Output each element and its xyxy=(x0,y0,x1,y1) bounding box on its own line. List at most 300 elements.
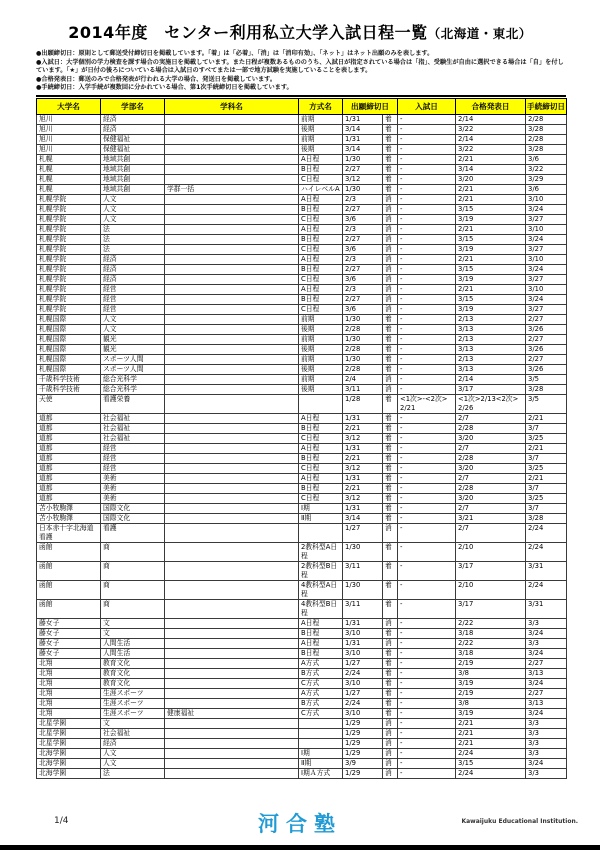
cell-mark: 着 xyxy=(383,562,398,581)
cell-faculty: 経営 xyxy=(101,305,165,315)
cell-department xyxy=(165,769,299,779)
cell-faculty: 社会福祉 xyxy=(101,729,165,739)
cell-faculty: 人文 xyxy=(101,215,165,225)
cell-faculty: 人文 xyxy=(101,325,165,335)
cell-exam: - xyxy=(398,600,456,619)
cell-deadline: 1/31 xyxy=(343,504,383,514)
table-row xyxy=(37,749,567,759)
table-row xyxy=(37,562,567,581)
cell-announce: 3/13 xyxy=(456,325,526,335)
cell-faculty: 人文 xyxy=(101,749,165,759)
schedule-table-body xyxy=(37,115,567,779)
cell-mark: 着 xyxy=(383,629,398,639)
cell-exam: - xyxy=(398,285,456,295)
cell-faculty: 観光 xyxy=(101,345,165,355)
cell-announce: 2/7 xyxy=(456,524,526,543)
cell-department xyxy=(165,659,299,669)
cell-method: A日程 xyxy=(299,225,343,235)
cell-department xyxy=(165,749,299,759)
cell-exam: <1次>-<2次>2/21 xyxy=(398,395,456,414)
cell-mark: 着 xyxy=(383,543,398,562)
cell-mark: 消 xyxy=(383,205,398,215)
cell-department xyxy=(165,335,299,345)
cell-university: 北翔 xyxy=(37,669,101,679)
table-row xyxy=(37,165,567,175)
cell-deadline: 2/27 xyxy=(343,235,383,245)
cell-procedure: 3/26 xyxy=(526,325,567,335)
cell-announce: 3/15 xyxy=(456,265,526,275)
cell-procedure: 3/27 xyxy=(526,275,567,285)
cell-announce: 2/28 xyxy=(456,454,526,464)
cell-method: A日程 xyxy=(299,639,343,649)
cell-procedure: 2/27 xyxy=(526,659,567,669)
cell-deadline: 3/11 xyxy=(343,562,383,581)
table-row xyxy=(37,345,567,355)
cell-announce: 2/13 xyxy=(456,335,526,345)
cell-procedure: 3/24 xyxy=(526,679,567,689)
cell-deadline: 3/10 xyxy=(343,679,383,689)
cell-mark: 着 xyxy=(383,474,398,484)
table-row xyxy=(37,225,567,235)
note-procedure-deadline: ●手続締切日：入学手続が複数回に分かれている場合、第1次手続締切日を掲載しています。 xyxy=(36,84,293,92)
cell-method: A日程 xyxy=(299,414,343,424)
cell-university: 札幌学院 xyxy=(37,215,101,225)
cell-department xyxy=(165,581,299,600)
cell-university: 札幌学院 xyxy=(37,255,101,265)
cell-procedure: 3/28 xyxy=(526,145,567,155)
cell-mark: 着 xyxy=(383,175,398,185)
exam-schedule-table xyxy=(36,98,567,779)
cell-announce: 3/15 xyxy=(456,295,526,305)
cell-method: B日程 xyxy=(299,649,343,659)
cell-deadline: 3/12 xyxy=(343,464,383,474)
cell-department xyxy=(165,689,299,699)
cell-deadline: 3/6 xyxy=(343,215,383,225)
cell-exam: - xyxy=(398,659,456,669)
table-row xyxy=(37,464,567,474)
cell-method: 後期 xyxy=(299,125,343,135)
cell-mark: 消 xyxy=(383,759,398,769)
cell-exam: - xyxy=(398,679,456,689)
table-row xyxy=(37,729,567,739)
cell-university: 旭川 xyxy=(37,115,101,125)
cell-mark: 消 xyxy=(383,375,398,385)
cell-deadline: 2/21 xyxy=(343,484,383,494)
cell-faculty: 商 xyxy=(101,543,165,562)
cell-exam: - xyxy=(398,225,456,235)
cell-deadline: 1/29 xyxy=(343,739,383,749)
cell-faculty: 文 xyxy=(101,619,165,629)
table-row xyxy=(37,739,567,749)
table-row xyxy=(37,514,567,524)
cell-department xyxy=(165,444,299,454)
table-row xyxy=(37,474,567,484)
cell-announce: 2/10 xyxy=(456,543,526,562)
cell-procedure: 3/24 xyxy=(526,649,567,659)
cell-exam: - xyxy=(398,345,456,355)
cell-university: 函館 xyxy=(37,600,101,619)
cell-university: 函館 xyxy=(37,581,101,600)
cell-exam: - xyxy=(398,365,456,375)
cell-method: Ⅰ期 xyxy=(299,749,343,759)
header-university: 大学名 xyxy=(37,99,101,115)
cell-procedure: 3/28 xyxy=(526,514,567,524)
cell-announce: 2/21 xyxy=(456,255,526,265)
cell-mark: 着 xyxy=(383,494,398,504)
cell-procedure: 2/27 xyxy=(526,335,567,345)
cell-university: 旭川 xyxy=(37,135,101,145)
cell-deadline: 1/27 xyxy=(343,689,383,699)
cell-announce: 3/8 xyxy=(456,669,526,679)
cell-mark: 着 xyxy=(383,504,398,514)
cell-deadline: 2/21 xyxy=(343,454,383,464)
cell-announce: 2/7 xyxy=(456,444,526,454)
cell-method: 前期 xyxy=(299,355,343,365)
cell-procedure: 2/27 xyxy=(526,315,567,325)
cell-mark: 消 xyxy=(383,275,398,285)
cell-method: B日程 xyxy=(299,484,343,494)
cell-method: 前期 xyxy=(299,375,343,385)
cell-university: 札幌国際 xyxy=(37,335,101,345)
cell-announce: 2/22 xyxy=(456,619,526,629)
cell-department xyxy=(165,619,299,629)
cell-mark: 着 xyxy=(383,581,398,600)
header-department: 学科名 xyxy=(165,99,299,115)
cell-method: Ⅱ期 xyxy=(299,514,343,524)
cell-exam: - xyxy=(398,255,456,265)
cell-exam: - xyxy=(398,514,456,524)
cell-deadline: 1/29 xyxy=(343,749,383,759)
cell-faculty: 地域共創 xyxy=(101,175,165,185)
cell-method: A方式 xyxy=(299,689,343,699)
cell-deadline: 1/30 xyxy=(343,185,383,195)
cell-announce: 2/19 xyxy=(456,659,526,669)
cell-method xyxy=(299,719,343,729)
cell-department xyxy=(165,265,299,275)
cell-mark: 消 xyxy=(383,729,398,739)
cell-faculty: 人文 xyxy=(101,195,165,205)
kawaijuku-logo: 河合塾 xyxy=(258,812,342,836)
cell-mark: 着 xyxy=(383,679,398,689)
cell-method: A日程 xyxy=(299,255,343,265)
cell-mark: 着 xyxy=(383,484,398,494)
cell-procedure: 3/3 xyxy=(526,639,567,649)
cell-procedure: 3/26 xyxy=(526,345,567,355)
cell-procedure: 3/10 xyxy=(526,225,567,235)
cell-announce: 3/19 xyxy=(456,305,526,315)
cell-faculty: 社会福祉 xyxy=(101,414,165,424)
cell-department xyxy=(165,414,299,424)
cell-department xyxy=(165,504,299,514)
cell-deadline: 2/27 xyxy=(343,165,383,175)
table-row xyxy=(37,125,567,135)
cell-faculty: 総合光科学 xyxy=(101,375,165,385)
cell-procedure: 3/29 xyxy=(526,175,567,185)
note-exam-date: ●入試日：大学個別の学力検査を課す場合の実施日を掲載しています。また日程が複数あるもののうち、入試日が指定されている場合は「指」、受験生が自由に選択できる場合は「自」を付しています。「★」が日付の後ろについている場合は入試日のすべてまたは一部で地方試験を実施していることを表します。 xyxy=(36,58,564,74)
cell-deadline: 1/30 xyxy=(343,543,383,562)
cell-faculty: 経済 xyxy=(101,739,165,749)
table-row xyxy=(37,484,567,494)
cell-method: A日程 xyxy=(299,155,343,165)
cell-procedure: 3/22 xyxy=(526,165,567,175)
cell-department xyxy=(165,464,299,474)
cell-department xyxy=(165,215,299,225)
table-row xyxy=(37,649,567,659)
cell-method: 4教科型A日程 xyxy=(299,581,343,600)
cell-faculty: 生涯スポーツ xyxy=(101,689,165,699)
cell-faculty: 生涯スポーツ xyxy=(101,709,165,719)
cell-university: 函館 xyxy=(37,543,101,562)
cell-procedure: 3/26 xyxy=(526,365,567,375)
cell-deadline: 3/6 xyxy=(343,245,383,255)
cell-announce: 3/19 xyxy=(456,215,526,225)
cell-university: 日本赤十字北海道看護 xyxy=(37,524,101,543)
cell-deadline: 3/11 xyxy=(343,600,383,619)
cell-department xyxy=(165,385,299,395)
cell-exam: - xyxy=(398,649,456,659)
cell-deadline: 1/31 xyxy=(343,639,383,649)
table-row xyxy=(37,175,567,185)
cell-faculty: 美術 xyxy=(101,494,165,504)
cell-exam: - xyxy=(398,215,456,225)
cell-exam: - xyxy=(398,474,456,484)
cell-deadline: 1/31 xyxy=(343,135,383,145)
cell-mark: 着 xyxy=(383,699,398,709)
cell-deadline: 1/30 xyxy=(343,581,383,600)
cell-faculty: 経営 xyxy=(101,464,165,474)
cell-faculty: 社会福祉 xyxy=(101,424,165,434)
cell-faculty: 経済 xyxy=(101,265,165,275)
cell-announce: 3/14 xyxy=(456,165,526,175)
cell-department xyxy=(165,365,299,375)
cell-department xyxy=(165,345,299,355)
cell-deadline: 1/31 xyxy=(343,619,383,629)
cell-faculty: 法 xyxy=(101,235,165,245)
cell-university: 道都 xyxy=(37,494,101,504)
cell-announce: 3/19 xyxy=(456,679,526,689)
cell-exam: - xyxy=(398,385,456,395)
cell-faculty: 経営 xyxy=(101,295,165,305)
cell-exam: - xyxy=(398,145,456,155)
cell-method: 2教科型A日程 xyxy=(299,543,343,562)
cell-department xyxy=(165,494,299,504)
cell-announce: 3/17 xyxy=(456,562,526,581)
cell-deadline: 1/30 xyxy=(343,355,383,365)
table-row xyxy=(37,679,567,689)
cell-procedure: 3/3 xyxy=(526,719,567,729)
cell-procedure: 3/25 xyxy=(526,464,567,474)
cell-department xyxy=(165,514,299,524)
cell-exam: - xyxy=(398,434,456,444)
cell-exam: - xyxy=(398,629,456,639)
table-row xyxy=(37,600,567,619)
cell-method: C方式 xyxy=(299,679,343,689)
cell-department xyxy=(165,175,299,185)
table-row xyxy=(37,759,567,769)
cell-procedure: 2/27 xyxy=(526,689,567,699)
table-row xyxy=(37,385,567,395)
cell-faculty: スポーツ人間 xyxy=(101,355,165,365)
cell-deadline: 2/4 xyxy=(343,375,383,385)
table-row xyxy=(37,524,567,543)
cell-procedure: 3/24 xyxy=(526,709,567,719)
cell-university: 函館 xyxy=(37,562,101,581)
cell-announce: <1次>2/13<2次>2/26 xyxy=(456,395,526,414)
cell-procedure: 3/6 xyxy=(526,185,567,195)
cell-procedure: 3/24 xyxy=(526,295,567,305)
cell-deadline: 2/3 xyxy=(343,195,383,205)
cell-university: 藤女子 xyxy=(37,639,101,649)
cell-deadline: 1/28 xyxy=(343,395,383,414)
cell-deadline: 2/27 xyxy=(343,205,383,215)
cell-announce: 3/15 xyxy=(456,759,526,769)
cell-faculty: スポーツ人間 xyxy=(101,365,165,375)
cell-faculty: 保健福祉 xyxy=(101,145,165,155)
cell-announce: 2/21 xyxy=(456,739,526,749)
cell-faculty: 保健福祉 xyxy=(101,135,165,145)
cell-announce: 2/21 xyxy=(456,285,526,295)
cell-mark: 着 xyxy=(383,365,398,375)
cell-deadline: 1/29 xyxy=(343,719,383,729)
table-row xyxy=(37,434,567,444)
cell-exam: - xyxy=(398,769,456,779)
cell-announce: 2/21 xyxy=(456,225,526,235)
cell-department xyxy=(165,424,299,434)
cell-faculty: 文 xyxy=(101,719,165,729)
cell-mark: 着 xyxy=(383,709,398,719)
cell-procedure: 2/24 xyxy=(526,524,567,543)
cell-faculty: 人間生活 xyxy=(101,649,165,659)
cell-method: 4教科型B日程 xyxy=(299,600,343,619)
cell-department xyxy=(165,639,299,649)
cell-mark: 消 xyxy=(383,195,398,205)
cell-announce: 2/22 xyxy=(456,639,526,649)
cell-procedure: 3/28 xyxy=(526,385,567,395)
table-row xyxy=(37,543,567,562)
cell-procedure: 3/25 xyxy=(526,434,567,444)
cell-procedure: 3/7 xyxy=(526,424,567,434)
cell-deadline: 1/31 xyxy=(343,444,383,454)
cell-faculty: 法 xyxy=(101,245,165,255)
cell-method xyxy=(299,729,343,739)
table-row xyxy=(37,185,567,195)
cell-university: 道都 xyxy=(37,434,101,444)
cell-announce: 3/18 xyxy=(456,629,526,639)
cell-university: 札幌 xyxy=(37,155,101,165)
cell-announce: 3/13 xyxy=(456,365,526,375)
cell-method: B日程 xyxy=(299,205,343,215)
cell-procedure: 2/24 xyxy=(526,543,567,562)
cell-announce: 3/19 xyxy=(456,245,526,255)
cell-method: 前期 xyxy=(299,335,343,345)
cell-university: 北星学園 xyxy=(37,719,101,729)
cell-faculty: 商 xyxy=(101,581,165,600)
table-row xyxy=(37,235,567,245)
cell-exam: - xyxy=(398,444,456,454)
cell-deadline: 2/3 xyxy=(343,255,383,265)
cell-procedure: 3/7 xyxy=(526,454,567,464)
header-announcement-date: 合格発表日 xyxy=(456,99,526,115)
cell-deadline: 3/6 xyxy=(343,305,383,315)
cell-procedure: 3/31 xyxy=(526,562,567,581)
cell-mark: 着 xyxy=(383,145,398,155)
table-header-row xyxy=(37,99,567,115)
table-row xyxy=(37,215,567,225)
page-number: 1/4 xyxy=(54,816,69,826)
cell-deadline: 1/27 xyxy=(343,524,383,543)
cell-announce: 2/28 xyxy=(456,484,526,494)
cell-procedure: 3/7 xyxy=(526,484,567,494)
cell-university: 札幌学院 xyxy=(37,295,101,305)
cell-university: 札幌学院 xyxy=(37,235,101,245)
cell-faculty: 教育文化 xyxy=(101,679,165,689)
cell-exam: - xyxy=(398,315,456,325)
cell-method xyxy=(299,395,343,414)
cell-method: 後期 xyxy=(299,145,343,155)
cell-procedure: 3/24 xyxy=(526,759,567,769)
cell-faculty: 看護 xyxy=(101,524,165,543)
cell-method xyxy=(299,739,343,749)
cell-mark: 着 xyxy=(383,395,398,414)
cell-deadline: 1/29 xyxy=(343,729,383,739)
cell-deadline: 2/27 xyxy=(343,265,383,275)
header-procedure-deadline: 手続締切日 xyxy=(526,99,567,115)
cell-exam: - xyxy=(398,639,456,649)
cell-department xyxy=(165,759,299,769)
cell-deadline: 2/24 xyxy=(343,669,383,679)
cell-department xyxy=(165,699,299,709)
cell-university: 札幌国際 xyxy=(37,345,101,355)
cell-mark: 消 xyxy=(383,639,398,649)
cell-procedure: 2/28 xyxy=(526,115,567,125)
table-row xyxy=(37,769,567,779)
cell-mark: 着 xyxy=(383,600,398,619)
cell-university: 苫小牧駒澤 xyxy=(37,504,101,514)
cell-exam: - xyxy=(398,689,456,699)
cell-deadline: 1/30 xyxy=(343,155,383,165)
cell-faculty: 教育文化 xyxy=(101,669,165,679)
cell-method: C日程 xyxy=(299,215,343,225)
table-row xyxy=(37,669,567,679)
cell-university: 北海学園 xyxy=(37,769,101,779)
cell-mark: 着 xyxy=(383,689,398,699)
cell-method: C方式 xyxy=(299,709,343,719)
cell-method: B日程 xyxy=(299,235,343,245)
cell-department xyxy=(165,125,299,135)
cell-method: B日程 xyxy=(299,165,343,175)
cell-faculty: 国際文化 xyxy=(101,514,165,524)
cell-procedure: 3/13 xyxy=(526,669,567,679)
cell-method: B日程 xyxy=(299,629,343,639)
cell-method: Ⅰ期Ａ方式 xyxy=(299,769,343,779)
cell-faculty: 経済 xyxy=(101,275,165,285)
cell-exam: - xyxy=(398,759,456,769)
cell-department xyxy=(165,315,299,325)
cell-department xyxy=(165,195,299,205)
cell-mark: 着 xyxy=(383,454,398,464)
header-faculty: 学部名 xyxy=(101,99,165,115)
cell-university: 藤女子 xyxy=(37,649,101,659)
cell-procedure: 2/21 xyxy=(526,444,567,454)
table-row xyxy=(37,444,567,454)
cell-procedure: 2/28 xyxy=(526,135,567,145)
cell-university: 北翔 xyxy=(37,689,101,699)
cell-mark: 着 xyxy=(383,434,398,444)
cell-deadline: 3/14 xyxy=(343,125,383,135)
cell-deadline: 3/12 xyxy=(343,175,383,185)
cell-exam: - xyxy=(398,719,456,729)
cell-exam: - xyxy=(398,335,456,345)
